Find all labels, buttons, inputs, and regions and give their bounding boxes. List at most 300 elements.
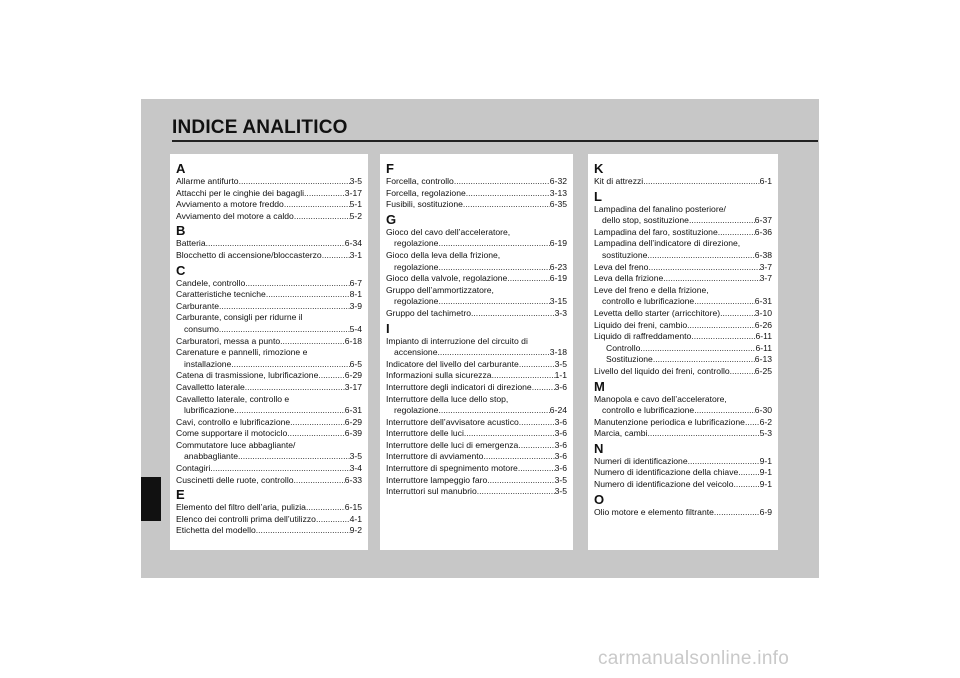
entry-text: Numero di identificazione del veicolo bbox=[594, 479, 734, 490]
entry-text: Informazioni sulla sicurezza bbox=[386, 370, 492, 381]
leader-dots bbox=[219, 324, 350, 336]
entry-text: Olio motore e elemento filtrante bbox=[594, 506, 714, 517]
entry-text: Leva del freno bbox=[594, 261, 649, 272]
entry-text: Interruttore delle luci bbox=[386, 428, 464, 439]
section-letter: B bbox=[176, 223, 186, 239]
entry-text: Elemento del filtro dell’aria, pulizia bbox=[176, 502, 306, 513]
index-entry bbox=[594, 273, 772, 285]
entry-page-number: 6-23 bbox=[549, 261, 567, 272]
entry-page-number: 6-11 bbox=[755, 331, 772, 342]
index-entry bbox=[386, 394, 567, 406]
entry-text: Cuscinetti delle ruote, controllo bbox=[176, 474, 294, 485]
leader-dots bbox=[688, 456, 760, 468]
entry-page-number: 6-29 bbox=[344, 370, 362, 381]
entry-text: Commutatore luce abbagliante/ bbox=[176, 439, 296, 450]
entry-text: Elenco dei controlli prima dell’utilizzo bbox=[176, 513, 316, 524]
entry-text: Cavalletto laterale bbox=[176, 381, 245, 392]
index-entry bbox=[386, 250, 567, 262]
entry-text: Cavalletto laterale, controllo e bbox=[176, 393, 290, 404]
index-entry bbox=[594, 176, 772, 188]
index-entry bbox=[176, 417, 362, 429]
section-letter: L bbox=[594, 188, 602, 204]
entry-text: Levetta dello starter (arricchitore) bbox=[594, 307, 721, 318]
entry-text: Contagiri bbox=[176, 463, 211, 474]
leader-dots bbox=[691, 331, 755, 343]
section-letter: F bbox=[386, 161, 394, 176]
entry-page-number: 6-36 bbox=[754, 226, 772, 237]
leader-dots bbox=[518, 463, 555, 475]
entry-text: Batteria bbox=[176, 238, 206, 249]
leader-dots bbox=[734, 479, 760, 491]
entry-text: Caratteristiche tecniche bbox=[176, 289, 266, 300]
index-entry bbox=[386, 359, 567, 371]
index-entry bbox=[176, 440, 362, 452]
leader-dots bbox=[238, 451, 350, 463]
entry-page-number: 5-4 bbox=[349, 323, 362, 334]
entry-page-number: 6-31 bbox=[754, 296, 772, 307]
entry-text: Lampadina del faro, sostituzione bbox=[594, 226, 718, 237]
entry-page-number: 3-7 bbox=[759, 273, 772, 284]
index-entry bbox=[386, 262, 567, 274]
section-letter: E bbox=[176, 487, 185, 503]
section-letter: C bbox=[176, 262, 186, 278]
entry-page-number: 6-26 bbox=[754, 319, 772, 330]
index-entry bbox=[594, 405, 772, 417]
entry-text: Interruttore dell’avvisatore acustico bbox=[386, 416, 519, 427]
index-entry bbox=[386, 336, 567, 348]
index-entry bbox=[594, 428, 772, 440]
index-entry bbox=[594, 262, 772, 274]
entry-text: Manutenzione periodica e lubrificazione bbox=[594, 416, 745, 427]
index-entry bbox=[176, 451, 362, 463]
index-entry bbox=[594, 331, 772, 343]
leader-dots bbox=[714, 507, 760, 519]
entry-page-number: 6-9 bbox=[759, 506, 772, 517]
leader-dots bbox=[437, 347, 549, 359]
index-entry bbox=[176, 370, 362, 382]
index-entry bbox=[386, 238, 567, 250]
index-entry bbox=[594, 343, 772, 355]
entry-text: Interruttore lampeggio faro bbox=[386, 474, 488, 485]
leader-dots bbox=[294, 475, 345, 487]
leader-dots bbox=[643, 176, 759, 188]
index-entry bbox=[176, 336, 362, 348]
index-section bbox=[176, 487, 362, 537]
entry-text: controllo e lubrificazione bbox=[602, 296, 695, 307]
leader-dots bbox=[507, 273, 549, 285]
index-entry bbox=[176, 238, 362, 250]
index-entry bbox=[386, 370, 567, 382]
leader-dots bbox=[519, 359, 555, 371]
index-entry bbox=[594, 250, 772, 262]
leader-dots bbox=[640, 343, 755, 355]
entry-page-number: 9-2 bbox=[349, 525, 362, 536]
entry-page-number: 3-6 bbox=[554, 439, 567, 450]
leader-dots bbox=[745, 417, 760, 429]
entry-page-number: 3-6 bbox=[554, 463, 567, 474]
index-entry bbox=[386, 296, 567, 308]
entry-text: Marcia, cambi bbox=[594, 428, 648, 439]
index-entry bbox=[594, 366, 772, 378]
entry-page-number: 3-7 bbox=[759, 261, 772, 272]
index-entry bbox=[176, 211, 362, 223]
entry-page-number: 9-1 bbox=[759, 455, 772, 466]
index-entry bbox=[594, 394, 772, 406]
leader-dots bbox=[730, 366, 755, 378]
index-entry bbox=[386, 285, 567, 297]
entry-text: Forcella, controllo bbox=[386, 176, 454, 186]
index-entry bbox=[176, 199, 362, 211]
entry-page-number: 3-10 bbox=[754, 307, 772, 318]
entry-page-number: 5-3 bbox=[759, 428, 772, 439]
leader-dots bbox=[653, 354, 755, 366]
entry-page-number: 3-17 bbox=[344, 187, 362, 198]
leader-dots bbox=[316, 514, 350, 526]
index-entry bbox=[386, 440, 567, 452]
leader-dots bbox=[694, 405, 755, 417]
entry-text: sostituzione bbox=[602, 249, 648, 260]
entry-text: Indicatore del livello del carburante bbox=[386, 358, 519, 369]
index-entry bbox=[386, 405, 567, 417]
leader-dots bbox=[304, 188, 345, 200]
entry-text: Gioco della leva della frizione, bbox=[386, 249, 501, 260]
entry-page-number: 3-9 bbox=[349, 300, 362, 311]
index-entry bbox=[594, 507, 772, 519]
entry-page-number: 3-6 bbox=[554, 416, 567, 427]
index-column-2 bbox=[380, 154, 573, 550]
index-entry bbox=[176, 347, 362, 359]
leader-dots bbox=[231, 359, 349, 371]
index-entry bbox=[386, 428, 567, 440]
entry-page-number: 3-6 bbox=[554, 381, 567, 392]
index-entry bbox=[594, 285, 772, 297]
entry-text: Interruttore della luce dello stop, bbox=[386, 393, 509, 404]
entry-page-number: 6-13 bbox=[754, 354, 772, 365]
index-section bbox=[176, 161, 362, 222]
index-entry bbox=[176, 359, 362, 371]
entry-text: Gruppo del tachimetro bbox=[386, 307, 472, 318]
index-section bbox=[386, 161, 567, 211]
leader-dots bbox=[219, 301, 350, 313]
leader-dots bbox=[256, 525, 350, 537]
entry-page-number: 6-19 bbox=[549, 238, 567, 249]
entry-text: Blocchetto di accensione/bloccasterzo bbox=[176, 249, 322, 260]
leader-dots bbox=[532, 382, 555, 394]
index-entry bbox=[176, 394, 362, 406]
index-entry bbox=[386, 308, 567, 320]
leader-dots bbox=[245, 278, 349, 290]
index-entry bbox=[386, 417, 567, 429]
title-rule bbox=[172, 140, 818, 142]
leader-dots bbox=[322, 250, 350, 262]
entry-text: Carburatori, messa a punto bbox=[176, 335, 281, 346]
entry-text: Controllo bbox=[606, 342, 641, 353]
leader-dots bbox=[689, 215, 755, 227]
leader-dots bbox=[287, 428, 345, 440]
index-entry bbox=[176, 463, 362, 475]
entry-page-number: 6-39 bbox=[344, 428, 362, 439]
index-entry bbox=[176, 514, 362, 526]
leader-dots bbox=[206, 238, 345, 250]
entry-text: Impianto di interruzione del circuito di bbox=[386, 335, 528, 346]
section-letter: N bbox=[594, 440, 604, 456]
index-entry bbox=[176, 301, 362, 313]
entry-text: Carenature e pannelli, rimozione e bbox=[176, 347, 308, 358]
index-entry bbox=[594, 417, 772, 429]
entry-text: Interruttore degli indicatori di direzione bbox=[386, 381, 532, 392]
entry-page-number: 3-13 bbox=[549, 187, 567, 198]
leader-dots bbox=[518, 440, 554, 452]
index-entry bbox=[386, 382, 567, 394]
index-entry bbox=[386, 486, 567, 498]
leader-dots bbox=[687, 320, 755, 332]
leader-dots bbox=[720, 308, 755, 320]
index-entry bbox=[386, 463, 567, 475]
entry-page-number: 3-1 bbox=[349, 249, 362, 260]
index-entry bbox=[386, 188, 567, 200]
entry-page-number: 6-15 bbox=[344, 502, 362, 513]
entry-text: lubrificazione bbox=[184, 405, 235, 416]
entry-page-number: 9-1 bbox=[759, 467, 772, 478]
watermark: carmanualsonline.info bbox=[598, 648, 790, 669]
index-section bbox=[594, 161, 772, 188]
leader-dots bbox=[438, 238, 549, 250]
entry-text: Interruttore di avviamento bbox=[386, 451, 484, 462]
entry-text: regolazione bbox=[394, 261, 439, 272]
index-entry bbox=[386, 176, 567, 188]
leader-dots bbox=[694, 296, 755, 308]
entry-text: Lampadina dell’indicatore di direzione, bbox=[594, 238, 741, 249]
entry-text: Attacchi per le cinghie dei bagagli bbox=[176, 187, 305, 198]
entry-text: regolazione bbox=[394, 405, 439, 416]
index-entry bbox=[386, 199, 567, 211]
entry-page-number: 3-15 bbox=[549, 296, 567, 307]
entry-page-number: 6-25 bbox=[754, 365, 772, 376]
entry-text: Forcella, regolazione bbox=[386, 187, 466, 198]
leader-dots bbox=[464, 428, 555, 440]
leader-dots bbox=[471, 308, 555, 320]
entry-text: Sostituzione bbox=[606, 354, 653, 365]
leader-dots bbox=[284, 199, 350, 211]
entry-page-number: 3-6 bbox=[554, 428, 567, 439]
entry-page-number: 3-3 bbox=[554, 307, 567, 318]
entry-text: Allarme antifurto bbox=[176, 176, 239, 186]
entry-page-number: 3-5 bbox=[554, 486, 567, 497]
entry-text: Liquido dei freni, cambio bbox=[594, 319, 688, 330]
index-section bbox=[386, 321, 567, 498]
leader-dots bbox=[290, 417, 345, 429]
entry-text: Interruttore di spegnimento motore bbox=[386, 463, 518, 474]
leader-dots bbox=[648, 262, 759, 274]
entry-text: Liquido di raffreddamento bbox=[594, 331, 692, 342]
leader-dots bbox=[738, 467, 759, 479]
entry-text: installazione bbox=[184, 358, 232, 369]
index-column-3 bbox=[588, 154, 778, 550]
entry-page-number: 6-30 bbox=[754, 405, 772, 416]
entry-page-number: 6-2 bbox=[759, 416, 772, 427]
index-entry bbox=[176, 176, 362, 188]
leader-dots bbox=[492, 370, 555, 382]
index-entry bbox=[594, 308, 772, 320]
index-entry bbox=[176, 324, 362, 336]
entry-page-number: 3-5 bbox=[349, 176, 362, 186]
entry-page-number: 6-33 bbox=[344, 474, 362, 485]
entry-page-number: 6-1 bbox=[759, 176, 772, 186]
entry-text: Numero di identificazione della chiave bbox=[594, 467, 739, 478]
leader-dots bbox=[210, 463, 349, 475]
index-entry bbox=[594, 467, 772, 479]
leader-dots bbox=[239, 176, 350, 188]
index-entry bbox=[594, 456, 772, 468]
index-entry bbox=[176, 312, 362, 324]
entry-text: regolazione bbox=[394, 238, 439, 249]
entry-page-number: 6-7 bbox=[349, 277, 362, 288]
page-title: INDICE ANALITICO bbox=[172, 117, 348, 138]
index-entry bbox=[386, 451, 567, 463]
entry-page-number: 3-4 bbox=[349, 463, 362, 474]
index-section bbox=[386, 212, 567, 320]
entry-text: accensione bbox=[394, 347, 438, 358]
leader-dots bbox=[483, 451, 554, 463]
entry-page-number: 6-32 bbox=[549, 176, 567, 186]
index-entry bbox=[176, 428, 362, 440]
entry-text: Leva della frizione bbox=[594, 273, 664, 284]
entry-page-number: 6-11 bbox=[755, 342, 772, 353]
entry-text: controllo e lubrificazione bbox=[602, 405, 695, 416]
leader-dots bbox=[647, 250, 754, 262]
entry-page-number: 3-6 bbox=[554, 451, 567, 462]
section-letter: M bbox=[594, 378, 605, 394]
entry-page-number: 4-1 bbox=[349, 513, 362, 524]
entry-text: Catena di trasmissione, lubrificazione bbox=[176, 370, 319, 381]
entry-page-number: 6-29 bbox=[344, 416, 362, 427]
leader-dots bbox=[463, 199, 550, 211]
index-section bbox=[594, 441, 772, 491]
section-letter: A bbox=[176, 161, 186, 176]
entry-page-number: 6-31 bbox=[344, 405, 362, 416]
index-entry bbox=[176, 525, 362, 537]
index-section bbox=[176, 223, 362, 261]
index-column-1 bbox=[170, 154, 368, 550]
entry-page-number: 3-5 bbox=[554, 358, 567, 369]
entry-text: Lampadina del fanalino posteriore/ bbox=[594, 203, 726, 214]
index-entry bbox=[176, 278, 362, 290]
entry-text: Avviamento a motore freddo bbox=[176, 199, 284, 210]
index-entry bbox=[176, 382, 362, 394]
entry-page-number: 6-34 bbox=[344, 238, 362, 249]
entry-page-number: 3-5 bbox=[554, 474, 567, 485]
index-entry bbox=[386, 273, 567, 285]
entry-page-number: 6-5 bbox=[349, 358, 362, 369]
leader-dots bbox=[477, 486, 555, 498]
entry-text: regolazione bbox=[394, 296, 439, 307]
entry-text: Manopola e cavo dell’acceleratore, bbox=[594, 393, 727, 404]
index-entry bbox=[594, 296, 772, 308]
index-section bbox=[594, 492, 772, 519]
entry-text: Etichetta del modello bbox=[176, 525, 256, 536]
index-entry bbox=[594, 354, 772, 366]
entry-text: dello stop, sostituzione bbox=[602, 215, 689, 226]
entry-text: anabbagliante bbox=[184, 451, 239, 462]
leader-dots bbox=[718, 227, 755, 239]
leader-dots bbox=[663, 273, 759, 285]
leader-dots bbox=[519, 417, 555, 429]
section-letter: O bbox=[594, 491, 605, 507]
entry-page-number: 6-19 bbox=[549, 273, 567, 284]
index-entry bbox=[176, 250, 362, 262]
entry-text: Carburante, consigli per ridurne il bbox=[176, 312, 303, 323]
leader-dots bbox=[245, 382, 345, 394]
entry-text: Kit di attrezzi bbox=[594, 176, 644, 186]
index-entry bbox=[594, 204, 772, 216]
leader-dots bbox=[438, 405, 549, 417]
index-entry bbox=[594, 215, 772, 227]
entry-page-number: 6-18 bbox=[344, 335, 362, 346]
index-entry bbox=[386, 347, 567, 359]
entry-text: Interruttori sul manubrio bbox=[386, 486, 477, 497]
entry-page-number: 6-24 bbox=[549, 405, 567, 416]
leader-dots bbox=[454, 176, 550, 188]
leader-dots bbox=[306, 502, 345, 514]
entry-text: Gruppo dell’ammortizzatore, bbox=[386, 284, 494, 295]
index-entry bbox=[594, 320, 772, 332]
index-entry bbox=[594, 479, 772, 491]
entry-text: Leve del freno e della frizione, bbox=[594, 284, 709, 295]
entry-page-number: 3-5 bbox=[349, 451, 362, 462]
section-letter: G bbox=[386, 211, 397, 227]
leader-dots bbox=[466, 188, 550, 200]
entry-page-number: 5-1 bbox=[349, 199, 362, 210]
index-entry bbox=[386, 227, 567, 239]
entry-text: Gioco della valvole, regolazione bbox=[386, 273, 508, 284]
leader-dots bbox=[294, 211, 350, 223]
entry-text: consumo bbox=[184, 323, 219, 334]
index-section bbox=[594, 189, 772, 378]
index-entry bbox=[176, 502, 362, 514]
leader-dots bbox=[318, 370, 344, 382]
entry-page-number: 3-17 bbox=[344, 381, 362, 392]
entry-text: Livello del liquido dei freni, controllo bbox=[594, 365, 730, 376]
leader-dots bbox=[234, 405, 345, 417]
index-entry bbox=[176, 289, 362, 301]
section-tab-marker bbox=[141, 477, 161, 521]
index-entry bbox=[594, 227, 772, 239]
entry-page-number: 6-35 bbox=[549, 199, 567, 210]
leader-dots bbox=[266, 289, 350, 301]
entry-text: Numeri di identificazione bbox=[594, 455, 688, 466]
index-entry bbox=[594, 238, 772, 250]
entry-page-number: 9-1 bbox=[759, 479, 772, 490]
entry-page-number: 3-18 bbox=[549, 347, 567, 358]
entry-page-number: 6-37 bbox=[754, 215, 772, 226]
entry-page-number: 5-2 bbox=[349, 210, 362, 221]
entry-text: Come supportare il motociclo bbox=[176, 428, 288, 439]
index-entry bbox=[176, 188, 362, 200]
entry-text: Interruttore delle luci di emergenza bbox=[386, 439, 519, 450]
index-section bbox=[176, 263, 362, 487]
index-entry bbox=[176, 405, 362, 417]
entry-page-number: 8-1 bbox=[349, 289, 362, 300]
entry-page-number: 6-38 bbox=[754, 249, 772, 260]
index-entry bbox=[176, 475, 362, 487]
entry-text: Fusibili, sostituzione bbox=[386, 199, 463, 210]
entry-page-number: 1-1 bbox=[554, 370, 567, 381]
leader-dots bbox=[487, 475, 554, 487]
entry-text: Gioco del cavo dell’acceleratore, bbox=[386, 226, 511, 237]
section-letter: I bbox=[386, 320, 390, 336]
leader-dots bbox=[647, 428, 759, 440]
entry-text: Carburante bbox=[176, 300, 219, 311]
